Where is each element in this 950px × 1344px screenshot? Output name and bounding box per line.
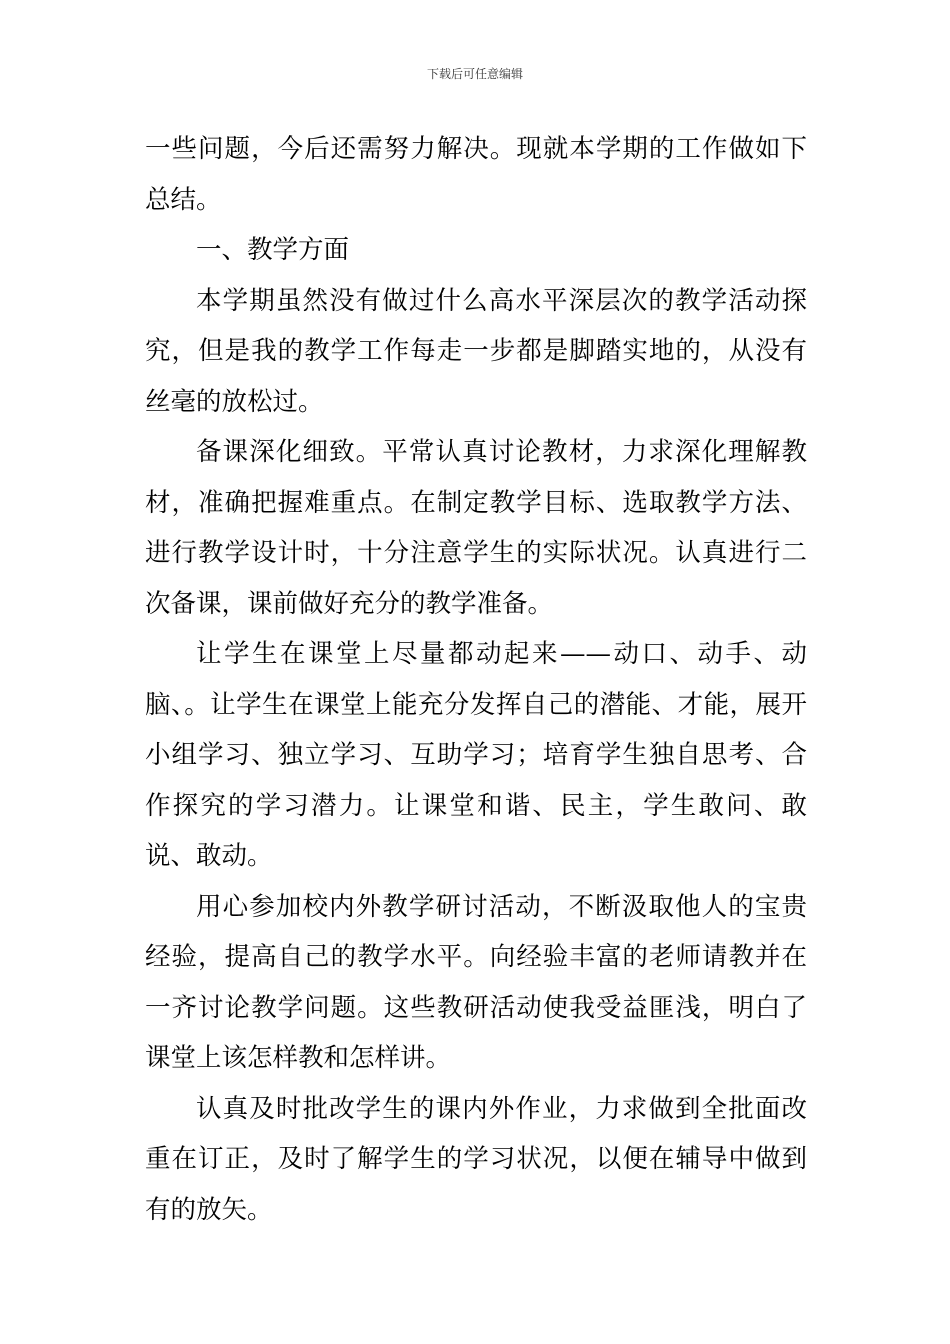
document-body bbox=[145, 124, 807, 1235]
paragraph-homework-correction: 认真及时批改学生的课内外作业，力求做到全批面改重在订正，及时了解学生的学习状况，以便在辅导中做到有的放矢。 bbox=[145, 1093, 807, 1225]
paragraph-teaching-research: 用心参加校内外教学研讨活动，不断汲取他人的宝贵经验，提高自己的教学水平。向经验丰富的老师请教并在一齐讨论教学问题。这些教研活动使我受益匪浅，明白了课堂上该怎样教和怎样讲。 bbox=[145, 891, 807, 1073]
paragraph-lesson-prep: 备课深化细致。平常认真讨论教材，力求深化理解教材，准确把握难重点。在制定教学目标、选取教学方法、进行教学设计时，十分注意学生的实际状况。认真进行二次备课，课前做好充分的教学准备。 bbox=[145, 437, 807, 619]
page-header: 下载后可任意编辑 bbox=[426, 67, 523, 81]
paragraph-classroom-activity: 让学生在课堂上尽量都动起来——动口、动手、动脑、。让学生在课堂上能充分发挥自己的潜能、才能，展开小组学习、独立学习、互助学习；培育学生独自思考、合作探究的学习潜力。让课堂和谐、民主，学生敢问、敢说、敢动。 bbox=[145, 639, 807, 871]
paragraph-overview: 本学期虽然没有做过什么高水平深层次的教学活动探究，但是我的教学工作每走一步都是脚踏实地的，从没有丝毫的放松过。 bbox=[145, 285, 807, 417]
paragraph-continuation: 一些问题，今后还需努力解决。现就本学期的工作做如下总结。 bbox=[145, 134, 807, 215]
section-heading-teaching: 一、教学方面 bbox=[196, 235, 350, 265]
